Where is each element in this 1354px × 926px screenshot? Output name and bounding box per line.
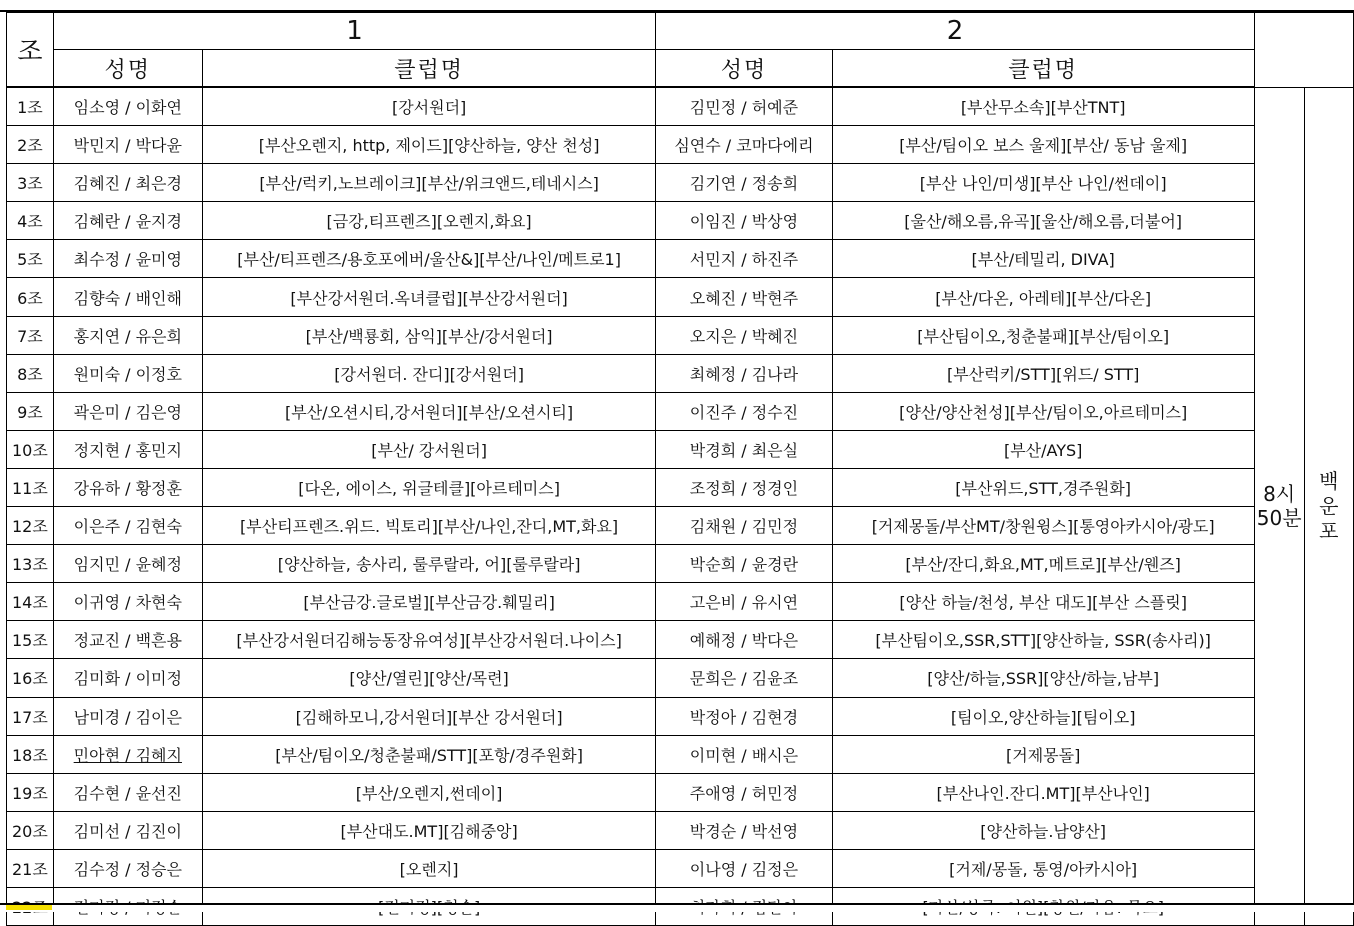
- pair-clubs-2: [양산/양산천성][부산/팀이오,아르테미스]: [832, 392, 1254, 430]
- pair-names-1: 김미화 / 이미정: [53, 659, 202, 697]
- pair-clubs-2: [팀이오,양산하늘][팀이오]: [832, 697, 1254, 735]
- pair-names-2: 김채원 / 김민정: [656, 507, 832, 545]
- table-row: [7, 507, 1354, 545]
- pair-names-2: 심연수 / 코마다에리: [656, 126, 832, 164]
- pair-clubs-1: [부산/팀이오/청춘불패/STT][포항/경주원화]: [202, 735, 656, 773]
- pair-names-2: 김민정 / 허예준: [656, 87, 832, 126]
- table-row: [7, 773, 1354, 811]
- pair-clubs-2: [거제몽돌]: [832, 735, 1254, 773]
- pair-clubs-1: [부산/티프렌즈/용호포에버/울산&][부산/나인/메트로1]: [202, 240, 656, 278]
- table-row: [7, 583, 1354, 621]
- pair-clubs-1: [금강,티프렌즈][오렌지,화요]: [202, 202, 656, 240]
- pair-names-1: 민아현 / 김혜지: [53, 735, 202, 773]
- pair-clubs-2: [부산/AYS]: [832, 430, 1254, 468]
- pair-names-2: 이나영 / 김정은: [656, 849, 832, 887]
- table-row: [7, 240, 1354, 278]
- pair-names-2: 이진주 / 정수진: [656, 392, 832, 430]
- header-row-groups: [7, 13, 1354, 50]
- table-row: [7, 202, 1354, 240]
- pair-names-1: 이은주 / 김현숙: [53, 507, 202, 545]
- pair-clubs-1: [양산하늘, 송사리, 룰루랄라, 어][룰루랄라]: [202, 545, 656, 583]
- pair-clubs-1: [부산/오션시티,강서원더][부산/오션시티]: [202, 392, 656, 430]
- pair-clubs-1: [김해하모니,강서원더][부산 강서원더]: [202, 697, 656, 735]
- header-club-1: 클럽명: [202, 50, 656, 88]
- pair-clubs-2: [부산위드,STT,경주원화]: [832, 468, 1254, 506]
- pair-clubs-2: [부산/다온, 아레테][부산/다온]: [832, 278, 1254, 316]
- pair-names-2: 오지은 / 박혜진: [656, 316, 832, 354]
- pair-clubs-2: [부산/팀이오 보스 울제][부산/ 동남 울제]: [832, 126, 1254, 164]
- pair-clubs-1: [다온, 에이스, 위글테클][아르테미스]: [202, 468, 656, 506]
- pairing-table: [6, 12, 1354, 926]
- pair-names-1: 김향숙 / 배인해: [53, 278, 202, 316]
- row-label: 21조: [7, 849, 54, 887]
- pair-names-2: 최혜정 / 김나라: [656, 354, 832, 392]
- row-label: 7조: [7, 316, 54, 354]
- pair-names-2: 박정아 / 김현경: [656, 697, 832, 735]
- row-label: 9조: [7, 392, 54, 430]
- row-label: 17조: [7, 697, 54, 735]
- table-row: [7, 468, 1354, 506]
- pair-names-2: 김기연 / 정송희: [656, 164, 832, 202]
- pair-names-1: 김혜란 / 윤지경: [53, 202, 202, 240]
- row-label: 10조: [7, 430, 54, 468]
- table-row: [7, 392, 1354, 430]
- row-label: 16조: [7, 659, 54, 697]
- pair-names-2: 조정희 / 정경인: [656, 468, 832, 506]
- table-row: [7, 545, 1354, 583]
- row-label: 5조: [7, 240, 54, 278]
- row-label: 3조: [7, 164, 54, 202]
- row-label: 18조: [7, 735, 54, 773]
- header-club-2: 클럽명: [832, 50, 1254, 88]
- pair-names-2: 박순희 / 윤경란: [656, 545, 832, 583]
- pair-clubs-2: [부산팀이오,SSR,STT][양산하늘, SSR(송사리)]: [832, 621, 1254, 659]
- tee-time: 8시 50분: [1254, 87, 1304, 926]
- row-label: 2조: [7, 126, 54, 164]
- row-label: 8조: [7, 354, 54, 392]
- pair-names-2: 서민지 / 하진주: [656, 240, 832, 278]
- pair-clubs-2: [양산하늘.남양산]: [832, 811, 1254, 849]
- pair-clubs-2: [거제/몽돌, 통영/아카시아]: [832, 849, 1254, 887]
- pair-names-2: 박경순 / 박선영: [656, 811, 832, 849]
- header-blank: [1254, 13, 1353, 88]
- header-name-1: 성명: [53, 50, 202, 88]
- course-place-text: 백운포: [1319, 468, 1339, 543]
- table-row: [7, 621, 1354, 659]
- pair-clubs-1: [부산강서원더.옥녀클럽][부산강서원더]: [202, 278, 656, 316]
- table-row: [7, 430, 1354, 468]
- pair-names-1: 박민지 / 박다윤: [53, 126, 202, 164]
- pair-clubs-2: [부산/테밀리, DIVA]: [832, 240, 1254, 278]
- pair-names-2: 주애영 / 허민정: [656, 773, 832, 811]
- pair-clubs-2: [양산 하늘/천성, 부산 대도][부산 스플릿]: [832, 583, 1254, 621]
- table-row: [7, 659, 1354, 697]
- pair-clubs-2: [부산럭키/STT][위드/ STT]: [832, 354, 1254, 392]
- pair-clubs-2: [거제몽돌/부산MT/창원윙스][통영아카시아/광도]: [832, 507, 1254, 545]
- pair-clubs-2: [울산/해오름,유곡][울산/해오름,더불어]: [832, 202, 1254, 240]
- pair-clubs-2: [양산/하늘,SSR][양산/하늘,남부]: [832, 659, 1254, 697]
- pair-clubs-2: [부산무소속][부산TNT]: [832, 87, 1254, 126]
- table-row: [7, 126, 1354, 164]
- pair-names-1: 곽은미 / 김은영: [53, 392, 202, 430]
- table-row: [7, 278, 1354, 316]
- pair-clubs-1: [부산강서원더김해능동장유여성][부산강서원더.나이스]: [202, 621, 656, 659]
- pair-clubs-1: [부산/럭키,노브레이크][부산/위크앤드,테네시스]: [202, 164, 656, 202]
- table-row: [7, 164, 1354, 202]
- table-row: [7, 316, 1354, 354]
- row-label: 20조: [7, 811, 54, 849]
- header-name-2: 성명: [656, 50, 832, 88]
- table-row: [7, 735, 1354, 773]
- course-place: [1304, 87, 1353, 926]
- sheet-bottom-border: [0, 903, 1354, 912]
- pair-names-2: 이임진 / 박상영: [656, 202, 832, 240]
- pair-names-1: 김수현 / 윤선진: [53, 773, 202, 811]
- pair-names-1: 강유하 / 황정훈: [53, 468, 202, 506]
- header-group-1: 1: [53, 13, 656, 50]
- pair-clubs-1: [부산금강.글로벌][부산금강.훼밀리]: [202, 583, 656, 621]
- pair-clubs-1: [부산/ 강서원더]: [202, 430, 656, 468]
- pair-names-1: 홍지연 / 유은희: [53, 316, 202, 354]
- pair-names-1: 최수정 / 윤미영: [53, 240, 202, 278]
- pair-clubs-1: [부산/백룡회, 삼익][부산/강서원더]: [202, 316, 656, 354]
- pair-names-2: 예해정 / 박다은: [656, 621, 832, 659]
- pair-names-1: 김수정 / 정승은: [53, 849, 202, 887]
- header-jo: 조: [7, 13, 54, 88]
- pair-clubs-2: [부산팀이오,청춘불패][부산/팀이오]: [832, 316, 1254, 354]
- pair-clubs-2: [부산 나인/미생][부산 나인/썬데이]: [832, 164, 1254, 202]
- pair-names-1: 김미선 / 김진이: [53, 811, 202, 849]
- pair-names-1: 김혜진 / 최은경: [53, 164, 202, 202]
- pair-clubs-2: [부산/잔디,화요,MT,메트로][부산/웬즈]: [832, 545, 1254, 583]
- pair-clubs-1: [부산오렌지, http, 제이드][양산하늘, 양산 천성]: [202, 126, 656, 164]
- row-label: 15조: [7, 621, 54, 659]
- row-label: 12조: [7, 507, 54, 545]
- pair-names-2: 오혜진 / 박현주: [656, 278, 832, 316]
- pair-clubs-1: [강서원더. 잔디][강서원더]: [202, 354, 656, 392]
- pair-names-1: 정지현 / 홍민지: [53, 430, 202, 468]
- pair-clubs-2: [부산나인.잔디.MT][부산나인]: [832, 773, 1254, 811]
- row-label: 13조: [7, 545, 54, 583]
- table-row: [7, 87, 1354, 126]
- pair-clubs-1: [양산/열린][양산/목련]: [202, 659, 656, 697]
- pair-names-1: 임소영 / 이화연: [53, 87, 202, 126]
- pair-clubs-1: [강서원더]: [202, 87, 656, 126]
- table-row: [7, 354, 1354, 392]
- row-label: 1조: [7, 87, 54, 126]
- row-label: 14조: [7, 583, 54, 621]
- pair-clubs-1: [오렌지]: [202, 849, 656, 887]
- pair-names-2: 박경희 / 최은실: [656, 430, 832, 468]
- pair-clubs-1: [부산티프렌즈.위드. 빅토리][부산/나인,잔디,MT,화요]: [202, 507, 656, 545]
- pair-clubs-1: [부산/오렌지,썬데이]: [202, 773, 656, 811]
- pair-names-1: 남미경 / 김이은: [53, 697, 202, 735]
- row-label: 11조: [7, 468, 54, 506]
- row-label: 19조: [7, 773, 54, 811]
- row-label: 6조: [7, 278, 54, 316]
- row-label: 4조: [7, 202, 54, 240]
- pair-names-1: 이귀영 / 차현숙: [53, 583, 202, 621]
- table-row: [7, 849, 1354, 887]
- header-group-2: 2: [656, 13, 1254, 50]
- pair-names-2: 이미현 / 배시은: [656, 735, 832, 773]
- pair-clubs-1: [부산대도.MT][김해중앙]: [202, 811, 656, 849]
- selected-cell-highlight: [6, 905, 52, 910]
- pair-names-2: 문희은 / 김윤조: [656, 659, 832, 697]
- header-row-columns: [7, 50, 1354, 88]
- table-row: [7, 697, 1354, 735]
- pair-names-1: 임지민 / 윤혜정: [53, 545, 202, 583]
- table-row: [7, 811, 1354, 849]
- pair-names-1: 정교진 / 백흔용: [53, 621, 202, 659]
- pair-names-2: 고은비 / 유시연: [656, 583, 832, 621]
- pair-names-1: 원미숙 / 이정호: [53, 354, 202, 392]
